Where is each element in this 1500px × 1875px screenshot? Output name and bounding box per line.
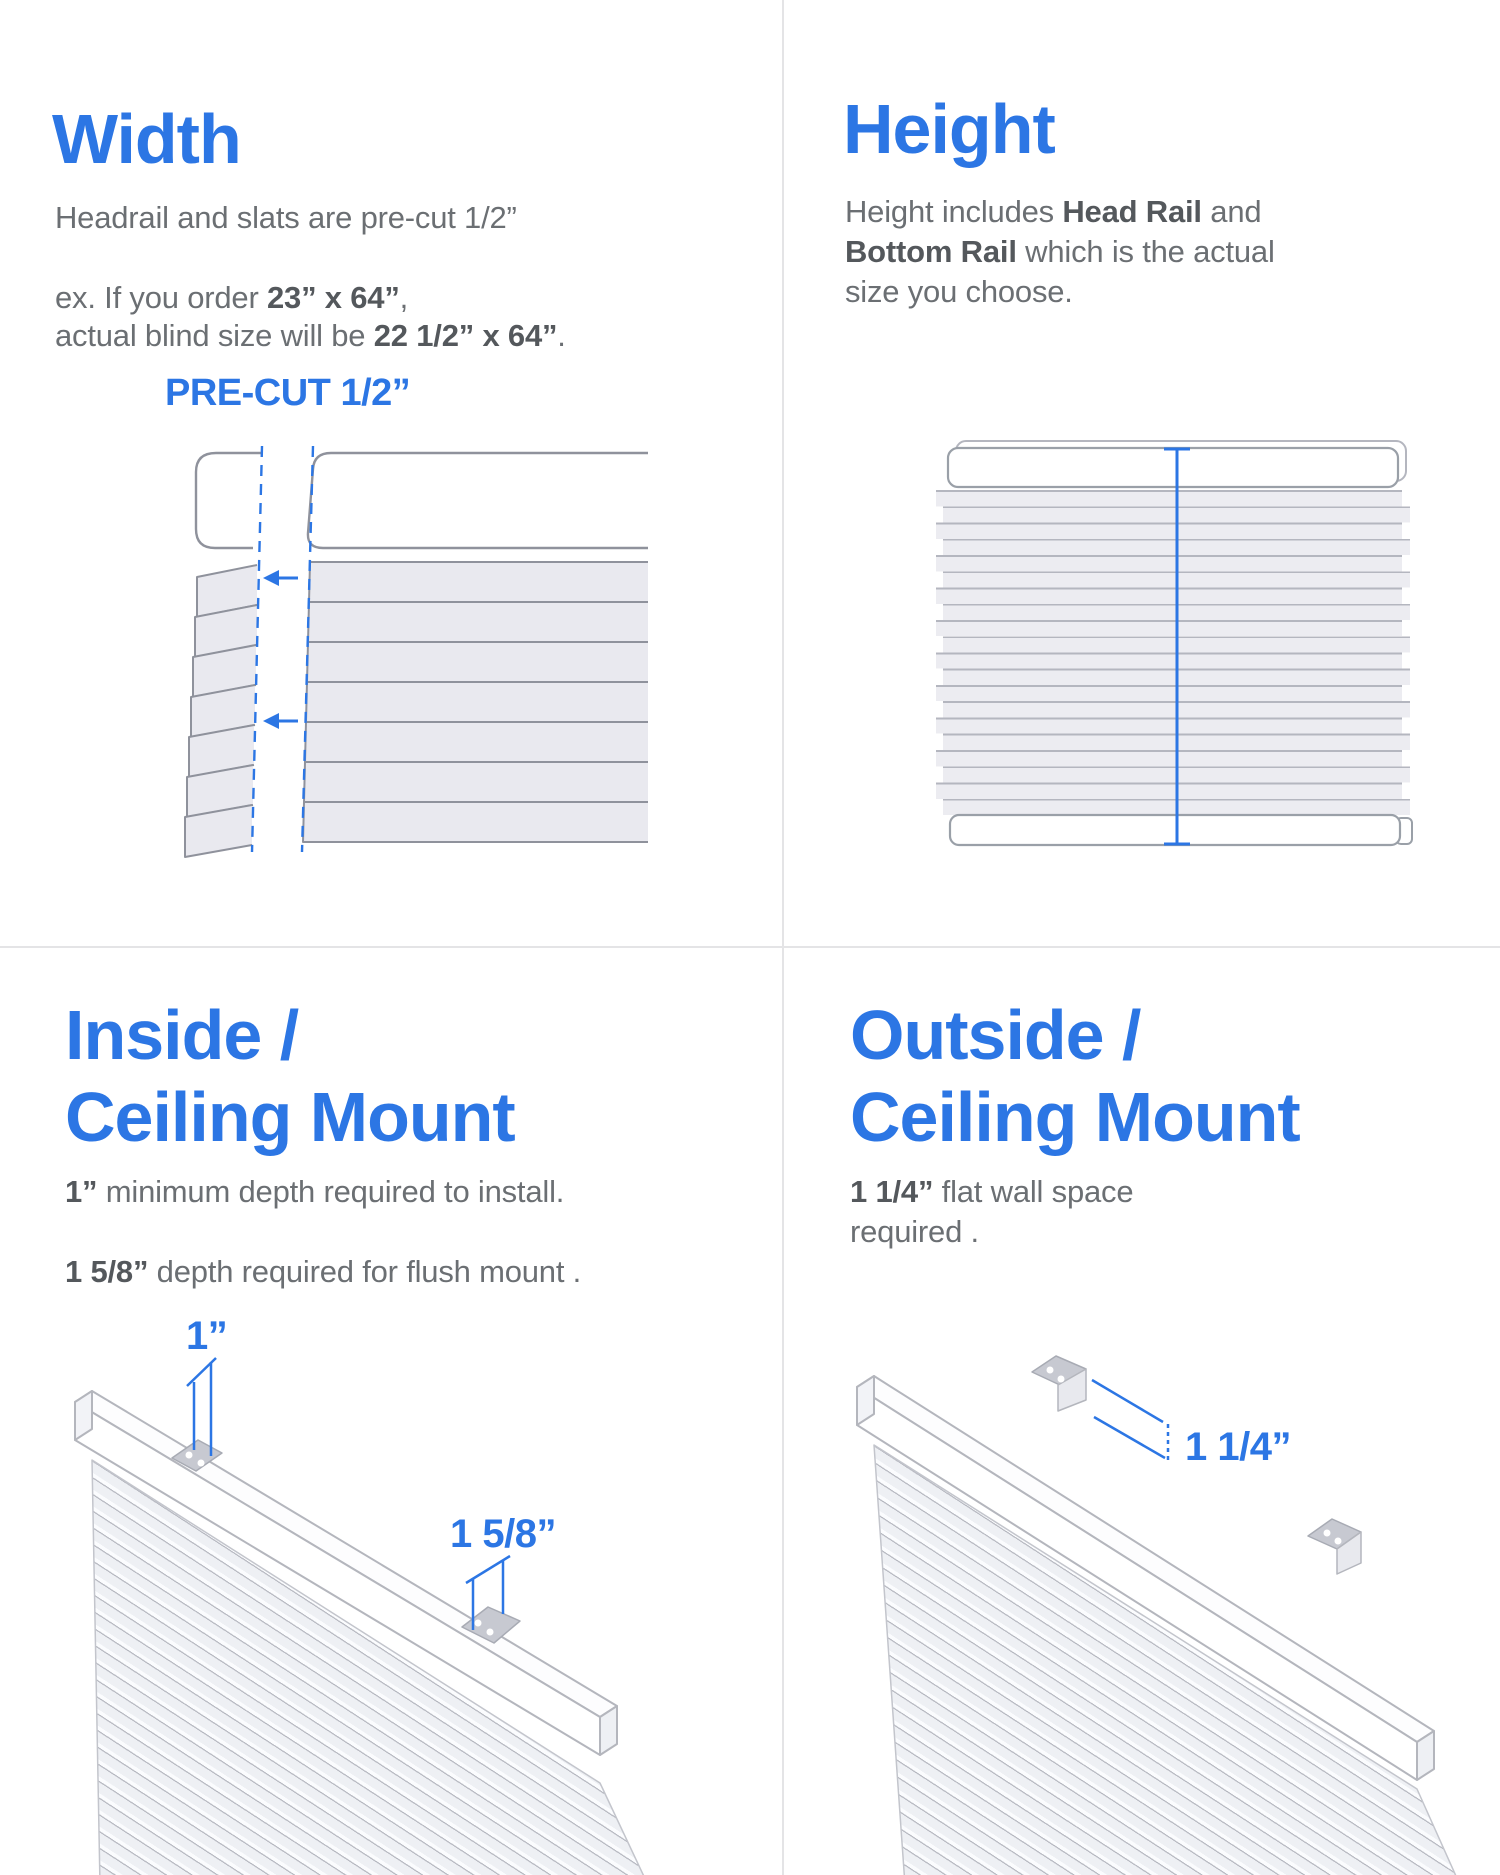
- slat: [306, 682, 648, 722]
- height-desc-head-rail: Head Rail: [1062, 194, 1202, 229]
- height-desc-l3: size you choose.: [845, 274, 1073, 309]
- screw-hole: [1058, 1376, 1065, 1383]
- inside-title-l2: Ceiling Mount: [65, 1078, 515, 1156]
- inside-mount-title: [65, 994, 515, 1158]
- main-slats: [303, 562, 648, 842]
- headrail-cut-piece: [196, 453, 262, 548]
- outside-space-value: 1 1/4”: [850, 1174, 934, 1209]
- head-rail: [948, 448, 1398, 487]
- width-example: [55, 279, 566, 355]
- width-intro-text: Headrail and slats are pre-cut 1/2”: [55, 200, 517, 235]
- headrail-main: [308, 453, 648, 548]
- outside-space-text: [850, 1172, 1133, 1252]
- height-desc-l2-post: which is the actual: [1016, 234, 1275, 269]
- width-title: Width: [52, 100, 241, 178]
- height-description: [845, 192, 1275, 312]
- left-arrow-icon: [263, 570, 298, 586]
- inside-mount-diagram: [40, 1330, 740, 1875]
- cut-slat-strips: [185, 565, 257, 857]
- screw-hole: [475, 1620, 482, 1627]
- bottom-rail: [950, 815, 1400, 845]
- width-example-l1-pre: ex. If you order: [55, 280, 267, 315]
- slat: [309, 562, 648, 602]
- height-desc-bottom-rail: Bottom Rail: [845, 234, 1017, 269]
- inside-depth-rest: minimum depth required to install.: [97, 1174, 565, 1209]
- height-desc-l1-pre: Height includes: [845, 194, 1063, 229]
- cut-arrows: [263, 570, 298, 729]
- slat: [307, 642, 648, 682]
- inside-flush-rest: depth required for flush mount .: [148, 1254, 582, 1289]
- width-example-l2-post: .: [557, 318, 566, 353]
- width-example-l2-pre: actual blind size will be: [55, 318, 374, 353]
- mount-bracket: [1032, 1356, 1086, 1411]
- width-example-l1-size: 23” x 64”: [266, 280, 400, 315]
- outside-space-rest: flat wall space: [933, 1174, 1134, 1209]
- screw-hole: [1335, 1538, 1342, 1545]
- cut-lines: [252, 446, 313, 852]
- inside-depth-text: [65, 1172, 564, 1212]
- inside-depth-value: 1”: [65, 1174, 98, 1209]
- pleated-shade: [92, 1460, 648, 1875]
- mount-bracket: [1308, 1519, 1361, 1574]
- height-title: Height: [843, 90, 1055, 168]
- inside-flush-text: [65, 1252, 581, 1292]
- pleated-shade: [874, 1445, 1460, 1875]
- horizontal-divider: [0, 946, 1500, 948]
- left-arrow-icon: [263, 713, 298, 729]
- screw-hole: [198, 1460, 205, 1467]
- outside-space-l2: required .: [850, 1214, 979, 1249]
- width-diagram: [0, 430, 700, 862]
- slat: [304, 762, 648, 802]
- inside-flush-value: 1 5/8”: [65, 1254, 149, 1289]
- precut-label: PRE-CUT 1/2”: [165, 372, 411, 414]
- inside-title-l1: Inside /: [65, 996, 299, 1074]
- flush-depth-label: 1 5/8”: [450, 1512, 556, 1556]
- screw-hole: [1047, 1367, 1054, 1374]
- width-intro: [55, 198, 517, 238]
- outside-title-l2: Ceiling Mount: [850, 1078, 1300, 1156]
- min-depth-label: 1”: [186, 1314, 228, 1358]
- screw-hole: [1324, 1530, 1331, 1537]
- width-example-l1-post: ,: [399, 280, 409, 315]
- outside-title-l1: Outside /: [850, 996, 1141, 1074]
- outside-mount-diagram: [820, 1330, 1500, 1875]
- screw-hole: [487, 1629, 494, 1636]
- vertical-divider: [782, 0, 784, 1875]
- slat: [303, 802, 648, 842]
- slat: [308, 602, 648, 642]
- height-diagram: [900, 430, 1440, 860]
- screw-hole: [186, 1452, 193, 1459]
- wall-space-measure: [1092, 1380, 1168, 1462]
- width-example-l2-size: 22 1/2” x 64”: [373, 318, 558, 353]
- wall-space-label: 1 1/4”: [1185, 1425, 1291, 1469]
- height-desc-l1-post: and: [1201, 194, 1262, 229]
- slat: [305, 722, 648, 762]
- outside-mount-title: [850, 994, 1300, 1158]
